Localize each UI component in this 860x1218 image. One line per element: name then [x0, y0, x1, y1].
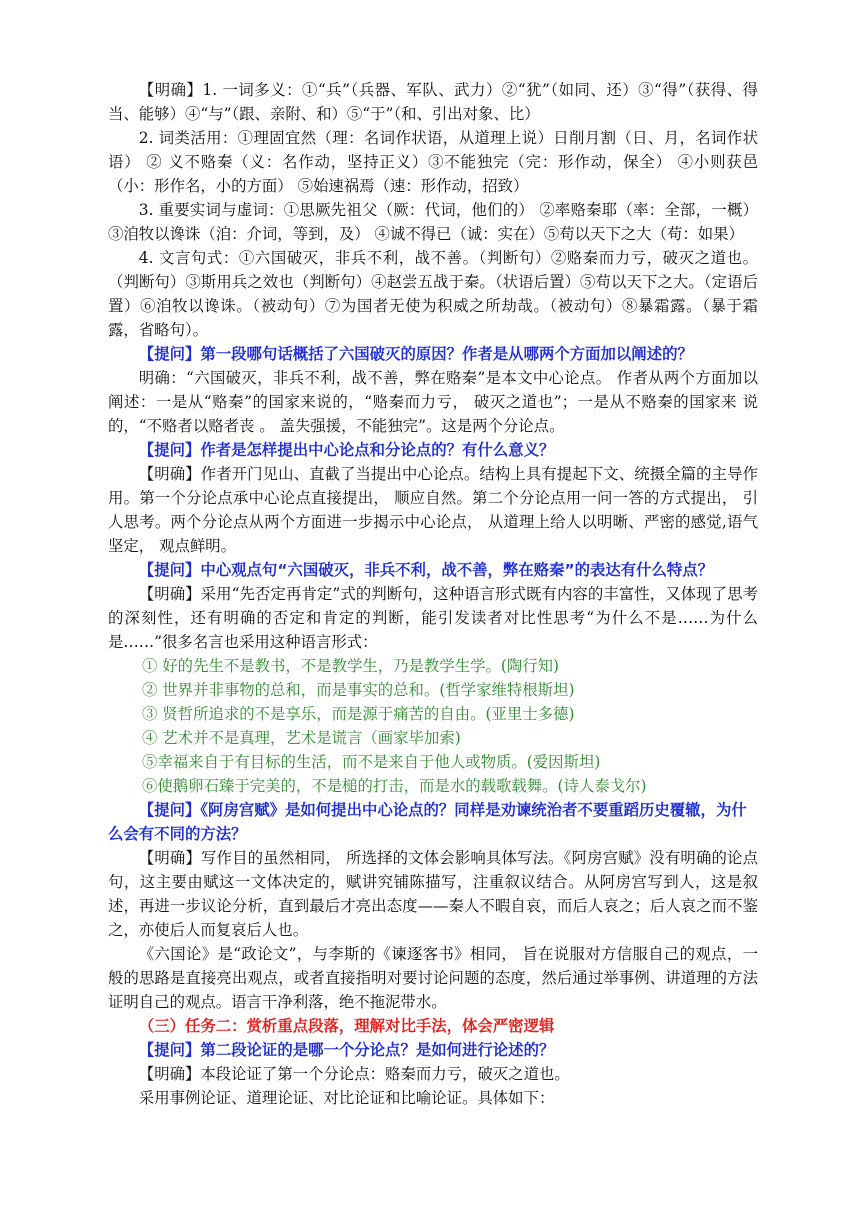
section-heading-task-2: （三）任务二：赏析重点段落，理解对比手法，体会严密逻辑	[138, 1017, 555, 1035]
answer-6: 【明确】本段论证了第一个分论点：赂秦而力亏，破灭之道也。	[138, 1065, 570, 1083]
question-3: 【提问】中心观点句“六国破灭，非兵不利，战不善，弊在赂秦”的表达有什么特点？	[138, 561, 714, 579]
answer-1: 明确：“六国破灭，非兵不利，战不善，弊在赂秦”是本文中心论点。 作者从两个方面加以阐述：一是从“赂秦”的国家来说的，“赂秦而力亏， 破灭之道也”；一是从不赂秦的国家来 说的，“不赂者以赂者丧 。 盖失强援，不能独完”。这是两个分论点。	[108, 369, 758, 435]
quote-item: ⑤幸福来自于有目标的生活，而不是来自于他人或物质。(爱因斯坦)	[142, 753, 601, 771]
answer-vocab-polysemy: 【明确】1. 一词多义：①“兵”（兵器、军队、武力）②“犹”（如同、还）③“得”（获得、得当、能够）④“与”（跟、亲附、和）⑤“于”（和、引出对象、比）	[108, 81, 758, 123]
quote-item: ② 世界并非事物的总和，而是事实的总和。(哲学家维特根斯坦)	[142, 681, 575, 699]
answer-4: 【明确】写作目的虽然相同， 所选择的文体会影响具体写法。《阿房宫赋》没有明确的论点句，这主要由赋这一文体决定的，赋讲究铺陈描写，注重叙议结合。从阿房宫写到人，这是叙述，再进一步议论分析，直到最后才亮出态度——秦人不暇自哀，而后人哀之；后人哀之而不鉴之，亦使后人而复哀后人也。	[108, 849, 758, 939]
quote-item: ③ 贤哲所追求的不是享乐，而是源于痛苦的自由。(亚里士多德)	[142, 705, 575, 723]
answer-5: 《六国论》是“政论文”，与李斯的《谏逐客书》相同， 旨在说服对方信服自己的观点，一般的思路是直接亮出观点，或者直接指明对要讨论问题的态度，然后通过举事例、讲道理的方法证明自己的观点。语言干净利落，绝不拖泥带水。	[108, 945, 758, 1011]
question-1: 【提问】第一段哪句话概括了六国破灭的原因？作者是从哪两个方面加以阐述的？	[138, 345, 693, 363]
answer-function-words: 3. 重要实词与虚词：①思厥先祖父（厥：代词，他们的） ②率赂秦耶（率：全部，一概）③洎牧以谗诛（洎：介词，等到，及） ④诚不得已（诚：实在）⑤苟以天下之大（苟：如果）	[108, 201, 758, 243]
document-page	[108, 78, 758, 1110]
question-5: 【提问】第二段论证的是哪一个分论点？是如何进行论述的？	[138, 1041, 555, 1059]
answer-sentence-patterns: 4. 文言句式：①六国破灭，非兵不利，战不善。（判断句）②赂秦而力亏，破灭之道也。（判断句）③斯用兵之效也（判断句）④赵尝五战于秦。（状语后置）⑤苟以天下之大。（定语后置）⑥洎牧以谗诛。（被动句）⑦为国者无使为积威之所劫哉。（被动句）⑧暴霜露。（暴于霜露，省略句）。	[108, 249, 758, 339]
answer-word-class: 2. 词类活用：①理固宜然（理：名词作状语，从道理上说）日削月割（日、月，名词作状语） ② 义不赂秦（义：名作动，坚持正义）③不能独完（完：形作动，保全） ④小则获邑（小：形作名，小的方面） ⑤始速祸焉（速：形作动，招致）	[108, 129, 758, 195]
quote-item: ④ 艺术并不是真理，艺术是谎言（画家毕加索)	[142, 729, 461, 747]
answer-3: 【明确】采用“先否定再肯定”式的判断句，这种语言形式既有内容的丰富性，又体现了思考的深刻性，还有明确的否定和肯定的判断，能引发读者对比性思考“为什么不是……为什么是……”很多名言也采用这种语言形式：	[108, 585, 758, 651]
quote-item: ① 好的先生不是教书，不是教学生，乃是教学生学。(陶行知)	[142, 657, 560, 675]
question-4: 【提问】《阿房宫赋》是如何提出中心论点的？同样是劝谏统治者不要重蹈历史覆辙，为什么会有不同的方法？	[108, 801, 747, 843]
question-2: 【提问】作者是怎样提出中心论点和分论点的？有什么意义？	[138, 441, 555, 459]
quote-item: ⑥使鹅卵石臻于完美的，不是槌的打击，而是水的载歌载舞。(诗人泰戈尔)	[142, 777, 647, 795]
answer-7: 采用事例论证、道理论证、对比论证和比喻论证。具体如下：	[138, 1089, 555, 1107]
answer-2: 【明确】作者开门见山、直截了当提出中心论点。结构上具有提起下文、统摄全篇的主导作用。第一个分论点承中心论点直接提出， 顺应自然。第二个分论点用一问一答的方式提出， 引人思考。两个分论点从两个方面进一步揭示中心论点， 从道理上给人以明晰、严密的感觉,语气坚定， 观点鲜明。	[108, 465, 758, 555]
